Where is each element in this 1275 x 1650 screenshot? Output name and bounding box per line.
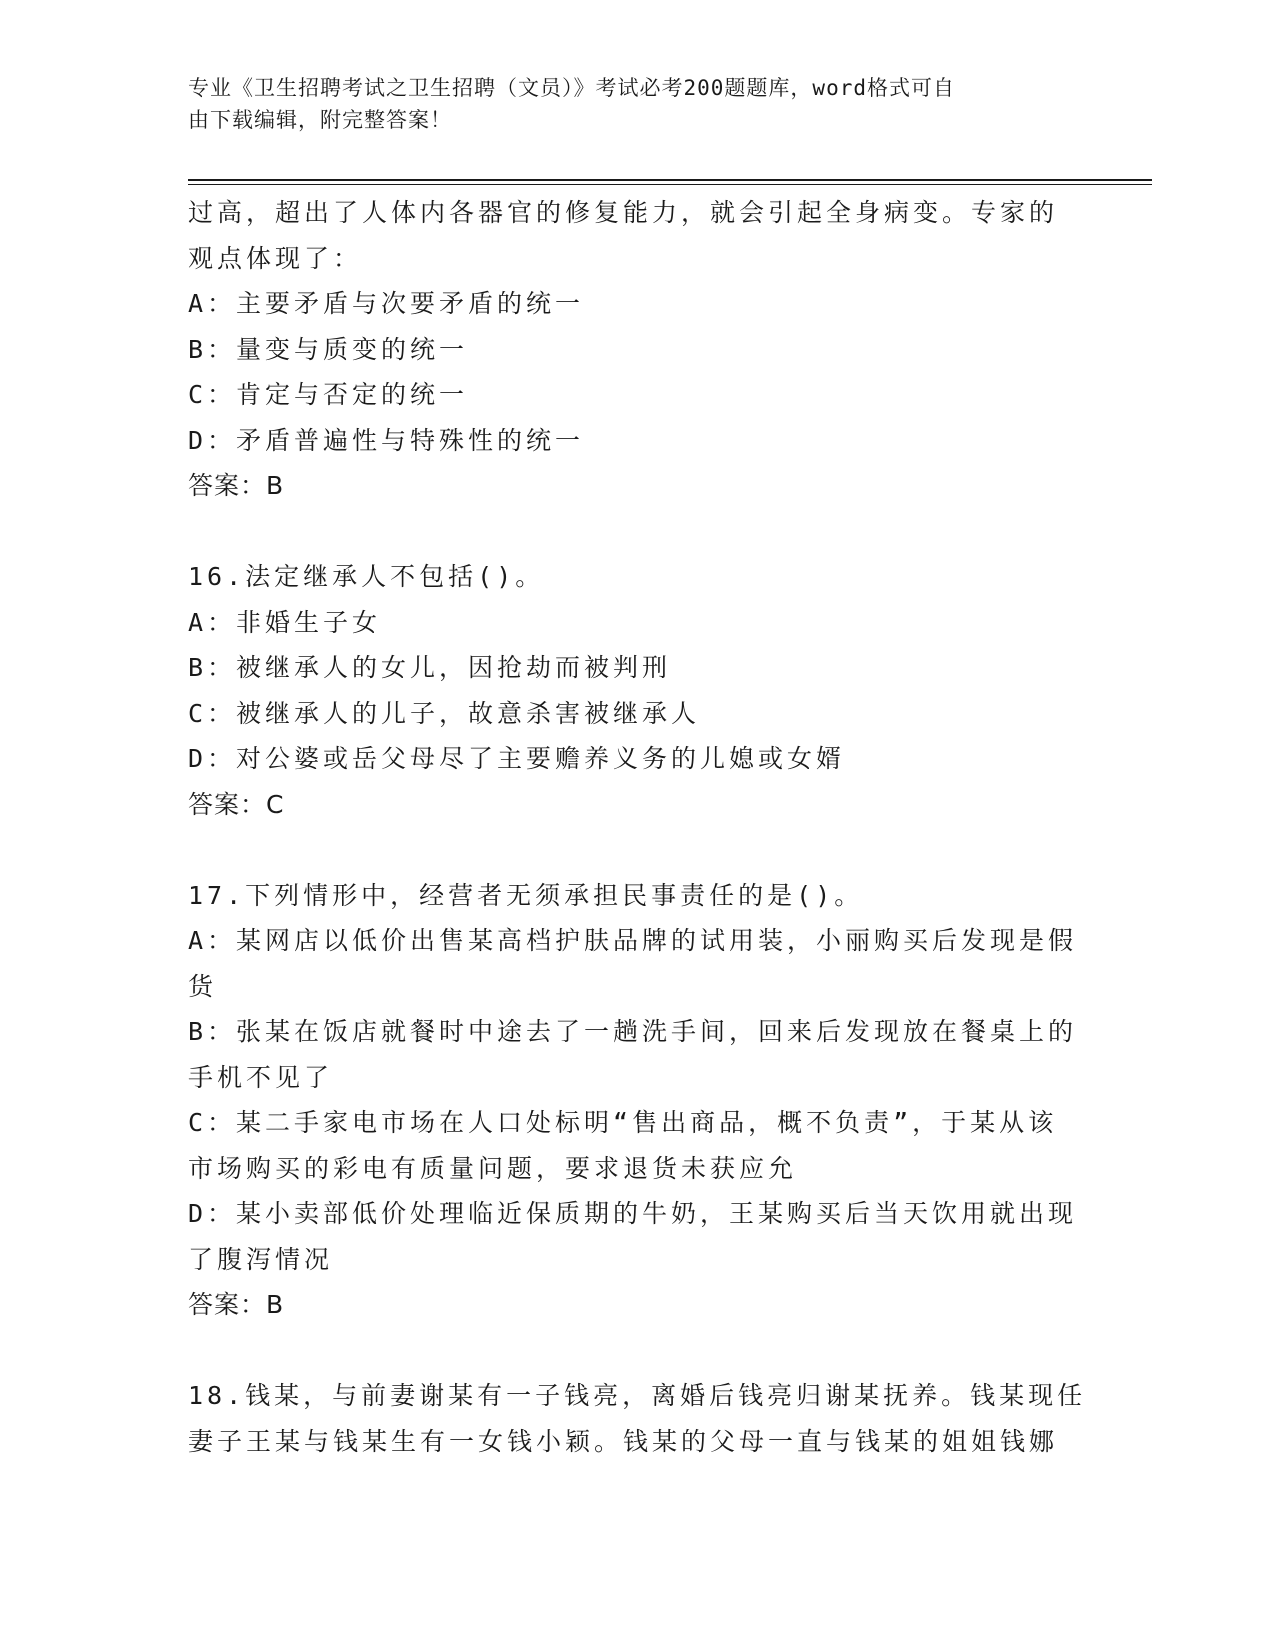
question-17-option-a-cont: 货 — [188, 971, 218, 1001]
question-15-option-c: C：肯定与否定的统一 — [188, 380, 469, 409]
question-15-option-a: A：主要矛盾与次要矛盾的统一 — [188, 289, 585, 318]
question-17-answer: 答案：B — [188, 1290, 285, 1319]
question-17-option-b-cont: 手机不见了 — [188, 1062, 334, 1092]
question-15-text-line: 过高，超出了人体内各器官的修复能力，就会引起全身病变。专家的 — [188, 198, 1059, 227]
question-16 — [188, 554, 1078, 827]
question-16-stem: 16.法定继承人不包括()。 — [188, 562, 545, 591]
question-17-option-c-cont: 市场购买的彩电有质量问题，要求退货未获应允 — [188, 1153, 798, 1183]
question-16-option-a: A：非婚生子女 — [188, 607, 382, 637]
question-16-option-c: C：被继承人的儿子，故意杀害被继承人 — [188, 698, 701, 728]
question-17-stem: 17.下列情形中，经营者无须承担民事责任的是()。 — [188, 880, 864, 910]
question-15-text-line: 观点体现了： — [188, 243, 363, 273]
question-18-text-line: 妻子王某与钱某生有一女钱小颖。钱某的父母一直与钱某的姐姐钱娜 — [188, 1426, 1059, 1456]
question-18 — [188, 1373, 1087, 1464]
question-16-answer: 答案：C — [188, 789, 285, 819]
question-16-option-d: D：对公婆或岳父母尽了主要赡养义务的儿媳或女婿 — [188, 744, 846, 773]
question-17-option-a: A：某网店以低价出售某高档护肤品牌的试用装，小丽购买后发现是假 — [188, 926, 1078, 955]
spacer — [188, 827, 1078, 873]
document-header — [188, 72, 1068, 136]
question-17-option-d: D：某小卖部低价处理临近保质期的牛奶，王某购买后当天饮用就出现 — [188, 1199, 1078, 1228]
header-line-1: 专业《卫生招聘考试之卫生招聘（文员）》考试必考200题题库，word格式可自 — [188, 76, 955, 100]
question-15-answer: 答案：B — [188, 471, 285, 500]
header-rule-thin — [188, 184, 1152, 185]
question-15 — [188, 190, 1078, 509]
question-17-option-d-cont: 了腹泻情况 — [188, 1244, 334, 1274]
question-17 — [188, 873, 1078, 1328]
question-17-option-b: B：张某在饭店就餐时中途去了一趟洗手间，回来后发现放在餐桌上的 — [188, 1017, 1078, 1046]
question-18-text-line: 18.钱某，与前妻谢某有一子钱亮，离婚后钱亮归谢某抚养。钱某现任 — [188, 1381, 1087, 1410]
question-17-option-c: C：某二手家电市场在人口处标明“售出商品，概不负责”，于某从该 — [188, 1108, 1058, 1137]
header-line-2: 由下载编辑，附完整答案！ — [188, 108, 452, 132]
document-body — [188, 190, 1087, 1464]
spacer — [188, 509, 1078, 555]
question-15-option-d: D：矛盾普遍性与特殊性的统一 — [188, 425, 585, 455]
question-16-option-b: B：被继承人的女儿，因抢劫而被判刑 — [188, 653, 672, 682]
spacer — [188, 1328, 1078, 1374]
question-15-option-b: B：量变与质变的统一 — [188, 334, 469, 364]
header-rule-thick — [188, 179, 1152, 181]
